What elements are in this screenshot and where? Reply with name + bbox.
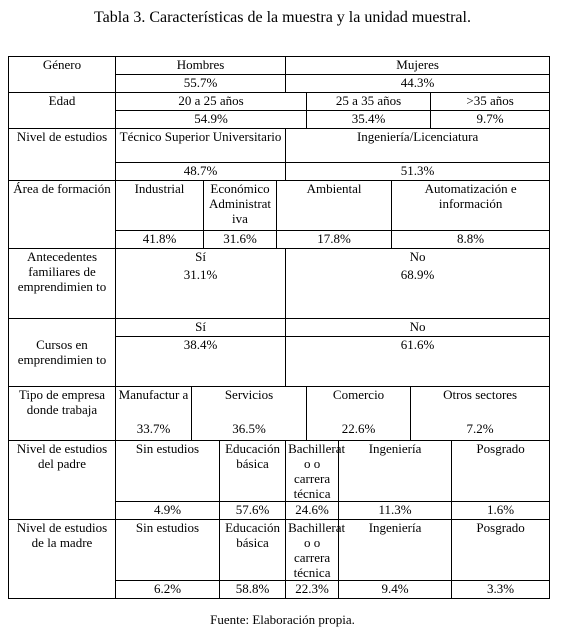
table-cell: No (286, 249, 550, 267)
antecedentes-row (9, 249, 550, 267)
row-label-cursos: Cursos en emprendimien to (9, 337, 116, 387)
cursos-header-row (9, 319, 550, 337)
table-cell: Ambiental (277, 181, 392, 231)
row-label-padre: Nivel de estudios del padre (9, 441, 116, 520)
table-cell: 24.6% (286, 502, 339, 520)
table-cell (9, 319, 116, 337)
table-title: Tabla 3. Características de la muestra y la unidad muestral. (94, 9, 471, 26)
tipo-row (9, 387, 550, 421)
table-cell: Educación básica (220, 520, 286, 581)
row-label-area: Área de formación (9, 181, 116, 249)
table-cell: 7.2% (411, 421, 550, 441)
table-cell: Mujeres (286, 57, 550, 75)
table-cell: Educación básica (220, 441, 286, 502)
table-cell: Sin estudios (116, 441, 220, 502)
table-cell: Otros sectores (411, 387, 550, 421)
table-cell: 48.7% (116, 163, 286, 181)
table-cell: Servicios (192, 387, 307, 421)
row-label-nivel: Nivel de estudios (9, 129, 116, 181)
table-cell: Posgrado (452, 520, 550, 581)
table-cell: Manufactur a (116, 387, 192, 421)
row-label-antecedentes: Antecedentes familiares de emprendimien to (9, 249, 116, 319)
table-cell: 6.2% (116, 581, 220, 599)
table-cell: Posgrado (452, 441, 550, 502)
edad-row (9, 93, 550, 111)
table-cell: Ingeniería/Licenciatura (286, 129, 550, 163)
cursos-row (9, 337, 550, 387)
table-source-note: Fuente: Elaboración propia. (210, 612, 355, 627)
table-cell: 33.7% (116, 421, 192, 441)
table-cell: 57.6% (220, 502, 286, 520)
table-cell: 36.5% (192, 421, 307, 441)
nivel-row (9, 129, 550, 163)
table-cell: Automatización e información (392, 181, 550, 231)
table-cell: 44.3% (286, 75, 550, 93)
table-cell: 4.9% (116, 502, 220, 520)
table-cell: 22.6% (307, 421, 411, 441)
table-cell: Bachillerat o o carrera técnica (286, 520, 339, 581)
madre-row (9, 520, 550, 581)
table-cell: Bachillerat o o carrera técnica (286, 441, 339, 502)
sample-characteristics-table (8, 56, 550, 599)
table-cell: 9.4% (339, 581, 452, 599)
table-cell: 55.7% (116, 75, 286, 93)
table-cell: 11.3% (339, 502, 452, 520)
table-cell: 31.6% (204, 231, 277, 249)
table-cell: >35 años (431, 93, 550, 111)
row-label-tipo: Tipo de empresa donde trabaja (9, 387, 116, 441)
table-cell: Comercio (307, 387, 411, 421)
row-label-genero: Género (9, 57, 116, 93)
table-cell: 3.3% (452, 581, 550, 599)
table-cell: 25 a 35 años (307, 93, 431, 111)
table-cell: Técnico Superior Universitario (116, 129, 286, 163)
table-cell: Económico Administrat iva (204, 181, 277, 231)
table-cell: 17.8% (277, 231, 392, 249)
table-cell: 1.6% (452, 502, 550, 520)
row-label-edad: Edad (9, 93, 116, 129)
table-cell: Sí (116, 249, 286, 267)
table-cell: Ingeniería (339, 441, 452, 502)
table-cell: 68.9% (286, 267, 550, 319)
table-cell: Sí (116, 319, 286, 337)
table-cell: 8.8% (392, 231, 550, 249)
table-cell: 61.6% (286, 337, 550, 387)
table-cell: Industrial (116, 181, 204, 231)
table-cell: 58.8% (220, 581, 286, 599)
table-cell: 35.4% (307, 111, 431, 129)
row-label-madre: Nivel de estudios de la madre (9, 520, 116, 599)
table-cell: 38.4% (116, 337, 286, 387)
table-cell: 51.3% (286, 163, 550, 181)
table-cell: Hombres (116, 57, 286, 75)
padre-row (9, 441, 550, 502)
genero-row (9, 57, 550, 75)
table-cell: 22.3% (286, 581, 339, 599)
table-cell: No (286, 319, 550, 337)
table-cell: Ingeniería (339, 520, 452, 581)
table-cell: Sin estudios (116, 520, 220, 581)
area-row (9, 181, 550, 231)
table-cell: 41.8% (116, 231, 204, 249)
table-cell: 31.1% (116, 267, 286, 319)
table-cell: 54.9% (116, 111, 307, 129)
table-cell: 20 a 25 años (116, 93, 307, 111)
table-cell: 9.7% (431, 111, 550, 129)
